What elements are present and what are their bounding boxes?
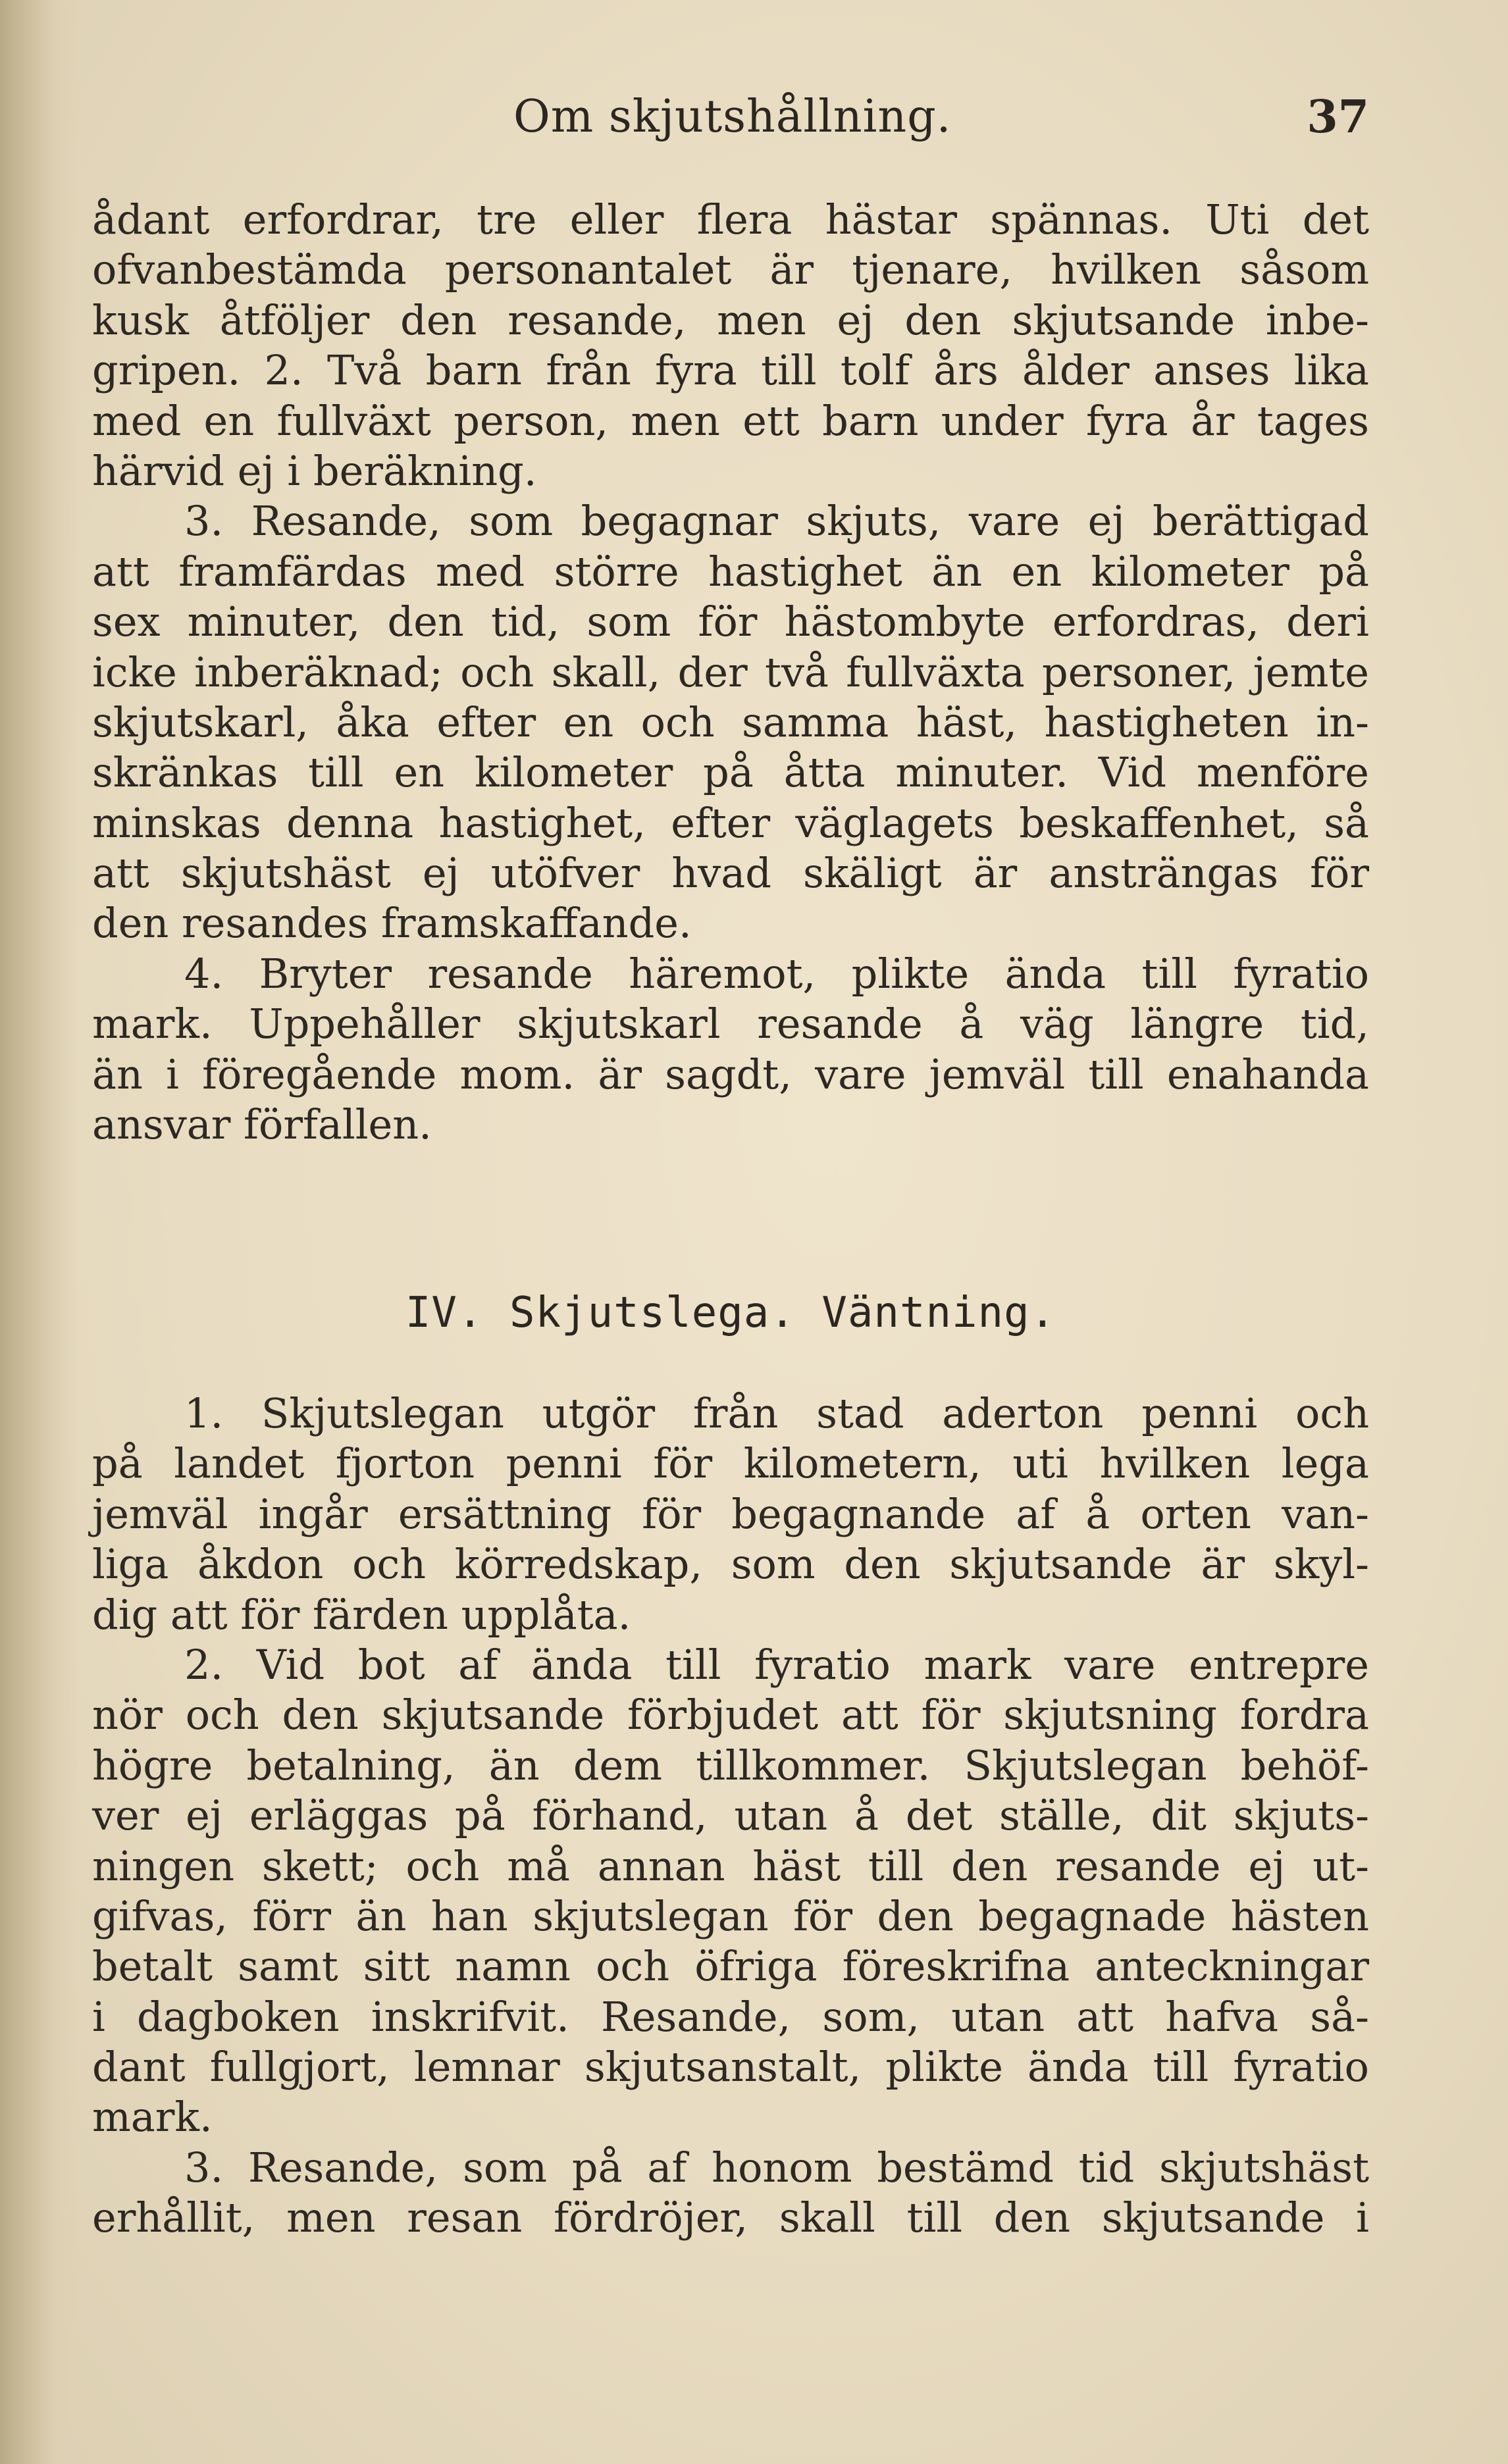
text-line: nör och den skjutsande förbjudet att för skjutsning fordra	[92, 1691, 1369, 1739]
text-line: med en fullväxt person, men ett barn under fyra år tages	[92, 396, 1369, 445]
text-line: erhållit, men resan fördröjer, skall till den skjutsande i	[92, 2194, 1369, 2242]
text-line: mark.	[92, 2093, 213, 2142]
text-line: ådant erfordrar, tre eller flera hästar spännas. Uti det	[92, 195, 1369, 244]
page-spine-shadow	[0, 0, 79, 2464]
text-line: 4. Bryter resande häremot, plikte ända till fyratio	[184, 949, 1369, 998]
text-line: 3. Resande, som på af honom bestämd tid skjutshäst	[184, 2143, 1369, 2192]
text-line: ansvar förfallen.	[92, 1100, 432, 1149]
text-line: dant fullgjort, lemnar skjutsanstalt, plikte ända till fyratio	[92, 2043, 1369, 2092]
text-line: minskas denna hastighet, efter väglagets beskaffenhet, så	[92, 798, 1369, 847]
text-line: 1. Skjutslegan utgör från stad aderton penni och	[184, 1389, 1369, 1437]
text-line: härvid ej i beräkning.	[92, 446, 537, 495]
running-title: Om skjutshållning.	[513, 91, 952, 143]
page-number: 37	[1307, 91, 1369, 143]
text-line: den resandes framskaffande.	[92, 899, 692, 948]
text-line: än i föregående mom. är sagdt, vare jemväl till enahanda	[92, 1050, 1369, 1098]
text-line: sex minuter, den tid, som för hästombyte erfordras, deri	[92, 598, 1369, 646]
text-line: jemväl ingår ersättning för begagnande af å orten van-	[92, 1489, 1369, 1538]
page-header	[92, 91, 1369, 163]
text-line: att framfärdas med större hastighet än en kilometer på	[92, 547, 1369, 596]
text-line: ofvanbestämda personantalet är tjenare, hvilken såsom	[92, 245, 1369, 294]
text-line: 2. Vid bot af ända till fyratio mark vare entrepre	[184, 1640, 1369, 1689]
text-line: kusk åtföljer den resande, men ej den skjutsande inbe-	[92, 295, 1369, 344]
text-line: gripen. 2. Två barn från fyra till tolf års ålder anses lika	[92, 346, 1369, 395]
section-heading: IV. Skjutslega. Väntning.	[405, 1289, 1056, 1337]
text-line: i dagboken inskrifvit. Resande, som, utan att hafva så-	[92, 1992, 1369, 2041]
text-line: liga åkdon och körredskap, som den skjutsande är skyl-	[92, 1540, 1369, 1589]
text-line: ver ej erläggas på förhand, utan å det ställe, dit skjuts-	[92, 1791, 1369, 1840]
text-line: ningen skett; och må annan häst till den resande ej ut-	[92, 1841, 1369, 1890]
body-text-lower	[92, 1389, 1369, 2244]
text-line: betalt samt sitt namn och öfriga föreskrifna anteckningar	[92, 1942, 1369, 1991]
text-line: gifvas, förr än han skjutslegan för den begagnade hästen	[92, 1891, 1369, 1940]
text-line: dig att för färden upplåta.	[92, 1590, 631, 1639]
text-line: icke inberäknad; och skall, der två fullväxta personer, jemte	[92, 648, 1369, 696]
text-line: 3. Resande, som begagnar skjuts, vare ej berättigad	[184, 497, 1369, 546]
text-line: att skjutshäst ej utöfver hvad skäligt är ansträngas för	[92, 849, 1369, 898]
text-line: mark. Uppehåller skjutskarl resande å väg längre tid,	[92, 1000, 1369, 1048]
text-line: skränkas till en kilometer på åtta minuter. Vid menföre	[92, 748, 1369, 797]
text-line: högre betalning, än dem tillkommer. Skjutslegan behöf-	[92, 1741, 1369, 1789]
text-line: skjutskarl, åka efter en och samma häst, hastigheten in-	[92, 698, 1369, 746]
body-text-upper	[92, 195, 1369, 1150]
text-line: på landet fjorton penni för kilometern, uti hvilken lega	[92, 1439, 1369, 1488]
